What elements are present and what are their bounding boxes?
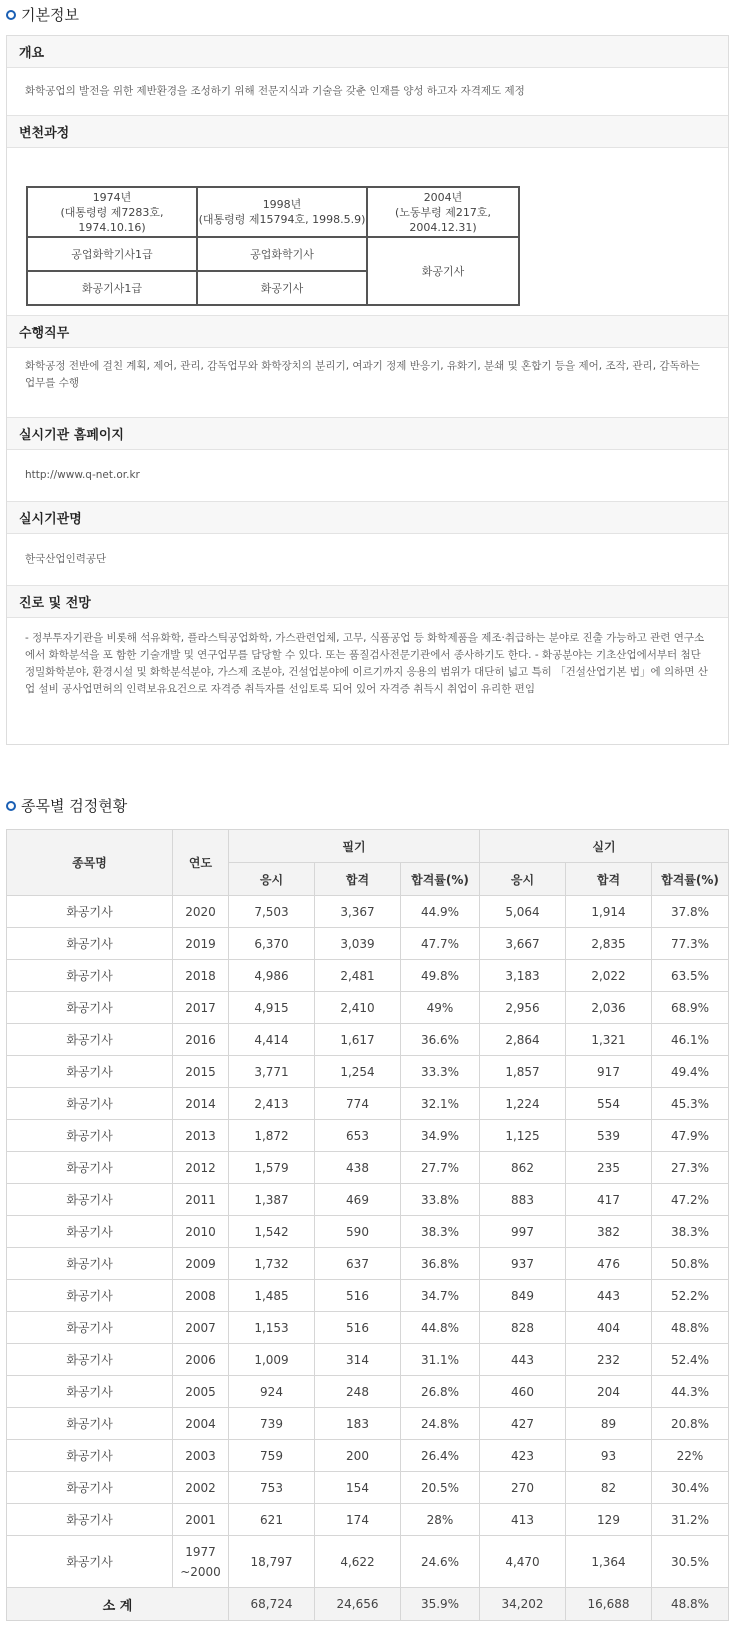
career-text: - 정부투자기관을 비롯해 석유화학, 플라스틱공업화학, 가스관련업체, 고무, 식품공업 등 화학제품을 제조·취급하는 분야로 진출 가능하고 관련 연구소에서 화학분석을 포 함한 기술개발 및 연구업무를 담당할 수 있다. 또는 품질검사전문기관에서 종사하기도 한다. - 화공분야는 기초산업에서부터 첨단 정밀화학분야, 환경시설 및 화학분석분야, 가스제 조분야, 건설업분야에 이르기까지 응용의 범위가 대단히 넓고 특히 「건설산업기본 법」에 의하면 산업 설비 공사업면허의 인력보유요건으로 자격증 취득자를 선임토록 되어 있어 자격증 취득시 취업이 유리한 편임 [25,632,708,695]
col-practical: 실기 [480,830,729,863]
table-cell: 2005 [173,1376,229,1408]
history-year-1998: 1998년 [262,198,302,211]
table-cell: 200 [315,1440,401,1472]
table-cell: 화공기사 [7,960,173,992]
table-cell: 1,224 [480,1088,566,1120]
table-cell: 24.6% [401,1536,480,1588]
table-cell: 997 [480,1216,566,1248]
total-cell: 16,688 [566,1588,652,1621]
overview-header: 개요 [7,36,728,68]
table-cell: 413 [480,1504,566,1536]
table-row [7,1216,729,1248]
table-cell: 2018 [173,960,229,992]
table-cell: 4,915 [229,992,315,1024]
table-cell: 화공기사 [7,1184,173,1216]
table-cell: 18,797 [229,1536,315,1588]
table-cell: 438 [315,1152,401,1184]
table-cell: 2002 [173,1472,229,1504]
table-cell: 154 [315,1472,401,1504]
table-cell: 화공기사 [7,1120,173,1152]
table-cell: 38.3% [401,1216,480,1248]
table-cell: 31.1% [401,1344,480,1376]
table-cell: 924 [229,1376,315,1408]
table-cell: 2,022 [566,960,652,992]
table-cell: 화공기사 [7,1248,173,1280]
total-label: 소 계 [7,1588,229,1621]
table-cell: 917 [566,1056,652,1088]
table-cell: 20.8% [652,1408,729,1440]
table-cell: 48.8% [652,1312,729,1344]
col-name: 종목명 [7,830,173,896]
table-cell: 129 [566,1504,652,1536]
history-law-1974: (대통령령 제7283호, [60,205,164,219]
table-cell: 232 [566,1344,652,1376]
table-row [7,896,729,928]
table-cell: 화공기사 [7,1216,173,1248]
career-header: 진로 및 전망 [7,586,728,618]
history-year-2004: 2004년 [423,190,463,204]
col-written-passed: 합격 [315,863,401,896]
table-cell: 3,183 [480,960,566,992]
table-cell: 1,254 [315,1056,401,1088]
table-cell: 화공기사 [7,1408,173,1440]
history-date-1974: 1974.10.16) [78,220,146,234]
table-row [7,1184,729,1216]
table-cell: 화공기사 [7,1536,173,1588]
table-cell: 774 [315,1088,401,1120]
table-cell: 2019 [173,928,229,960]
table-cell: 33.8% [401,1184,480,1216]
table-cell: 3,367 [315,896,401,928]
history-cell: 화공기사1급 [27,271,197,305]
table-cell: 235 [566,1152,652,1184]
table-cell: 89 [566,1408,652,1440]
table-cell: 1,617 [315,1024,401,1056]
table-cell: 2015 [173,1056,229,1088]
table-cell: 1,542 [229,1216,315,1248]
table-cell: 1,732 [229,1248,315,1280]
table-cell: 2003 [173,1440,229,1472]
table-cell: 2012 [173,1152,229,1184]
history-header: 변천과정 [7,116,728,148]
total-cell: 68,724 [229,1588,315,1621]
history-cell-merged: 화공기사 [367,237,519,305]
agency-text: 한국산업인력공단 [7,534,728,586]
total-cell: 34,202 [480,1588,566,1621]
table-cell: 554 [566,1088,652,1120]
table-cell: 1,364 [566,1536,652,1588]
table-row [7,992,729,1024]
table-cell: 화공기사 [7,1088,173,1120]
table-cell: 50.8% [652,1248,729,1280]
basic-info-heading [6,4,79,25]
table-cell: 1,872 [229,1120,315,1152]
history-law-2004: (노동부령 제217호, [394,205,492,219]
table-row [7,1280,729,1312]
table-cell: 26.8% [401,1376,480,1408]
table-cell: 314 [315,1344,401,1376]
basic-info-title: 기본정보 [21,6,79,24]
table-cell: 2,410 [315,992,401,1024]
table-row [7,1056,729,1088]
table-cell: 1,485 [229,1280,315,1312]
table-cell: 36.6% [401,1024,480,1056]
table-cell: 1,321 [566,1024,652,1056]
table-cell: 174 [315,1504,401,1536]
table-cell: 44.3% [652,1376,729,1408]
table-cell: 937 [480,1248,566,1280]
table-row [7,1248,729,1280]
table-cell: 68.9% [652,992,729,1024]
homepage-link[interactable]: http://www.q-net.or.kr [7,450,728,502]
bullet-icon [6,801,16,811]
col-practical-applied: 응시 [480,863,566,896]
table-cell: 45.3% [652,1088,729,1120]
table-cell: 2,036 [566,992,652,1024]
history-cell: 공업화학기사1급 [27,237,197,271]
duties-header: 수행직무 [7,316,728,348]
table-cell: 2,956 [480,992,566,1024]
history-law-1998: (대통령령 제15794호, 1998.5.9) [198,213,366,226]
table-cell: 382 [566,1216,652,1248]
table-cell: 화공기사 [7,1504,173,1536]
table-cell: 화공기사 [7,1376,173,1408]
table-row [7,1088,729,1120]
table-cell: 476 [566,1248,652,1280]
table-cell: 2014 [173,1088,229,1120]
table-cell: 52.2% [652,1280,729,1312]
table-row [7,928,729,960]
table-cell: 93 [566,1440,652,1472]
homepage-header: 실시기관 홈페이지 [7,418,728,450]
table-cell: 30.5% [652,1536,729,1588]
table-cell: 49.4% [652,1056,729,1088]
table-cell: 33.3% [401,1056,480,1088]
table-cell: 47.9% [652,1120,729,1152]
table-cell: 759 [229,1440,315,1472]
table-cell: 427 [480,1408,566,1440]
table-cell: 248 [315,1376,401,1408]
table-cell: 2009 [173,1248,229,1280]
table-cell: 443 [480,1344,566,1376]
table-cell: 3,771 [229,1056,315,1088]
table-cell: 26.4% [401,1440,480,1472]
table-cell: 63.5% [652,960,729,992]
table-cell: 6,370 [229,928,315,960]
table-cell: 2016 [173,1024,229,1056]
table-cell: 2004 [173,1408,229,1440]
table-row [7,1536,729,1588]
table-cell: 883 [480,1184,566,1216]
table-cell: 270 [480,1472,566,1504]
table-cell: 204 [566,1376,652,1408]
table-cell: 화공기사 [7,896,173,928]
table-row [7,1472,729,1504]
table-cell: 5,064 [480,896,566,928]
table-cell: 22% [652,1440,729,1472]
table-cell: 621 [229,1504,315,1536]
table-row [7,1504,729,1536]
table-cell: 32.1% [401,1088,480,1120]
table-cell: 516 [315,1312,401,1344]
table-cell: 52.4% [652,1344,729,1376]
table-cell: 화공기사 [7,992,173,1024]
table-cell: 2006 [173,1344,229,1376]
table-cell: 1977 ~2000 [173,1536,229,1588]
stats-heading [6,795,127,816]
table-cell: 2,481 [315,960,401,992]
table-cell: 화공기사 [7,928,173,960]
table-cell: 77.3% [652,928,729,960]
table-cell: 2001 [173,1504,229,1536]
table-cell: 47.2% [652,1184,729,1216]
table-cell: 49.8% [401,960,480,992]
table-cell: 47.7% [401,928,480,960]
table-cell: 화공기사 [7,1280,173,1312]
table-cell: 443 [566,1280,652,1312]
table-cell: 590 [315,1216,401,1248]
table-row [7,1312,729,1344]
col-practical-passed: 합격 [566,863,652,896]
table-cell: 3,039 [315,928,401,960]
stats-table [6,829,729,1621]
table-cell: 2010 [173,1216,229,1248]
table-cell: 화공기사 [7,1024,173,1056]
table-cell: 20.5% [401,1472,480,1504]
table-cell: 36.8% [401,1248,480,1280]
table-cell: 1,387 [229,1184,315,1216]
table-cell: 637 [315,1248,401,1280]
table-cell: 46.1% [652,1024,729,1056]
history-cell: 화공기사 [197,271,367,305]
table-cell: 화공기사 [7,1056,173,1088]
col-year: 연도 [173,830,229,896]
table-cell: 화공기사 [7,1152,173,1184]
table-row [7,960,729,992]
table-cell: 1,125 [480,1120,566,1152]
table-cell: 2011 [173,1184,229,1216]
table-row [7,1152,729,1184]
table-cell: 49% [401,992,480,1024]
table-cell: 2,835 [566,928,652,960]
total-cell: 48.8% [652,1588,729,1621]
table-cell: 1,914 [566,896,652,928]
table-cell: 183 [315,1408,401,1440]
table-cell: 539 [566,1120,652,1152]
bullet-icon [6,10,16,20]
col-written: 필기 [229,830,480,863]
col-practical-rate: 합격률(%) [652,863,729,896]
table-cell: 화공기사 [7,1472,173,1504]
history-header-2004 [367,187,519,237]
table-cell: 27.7% [401,1152,480,1184]
table-row [7,1408,729,1440]
table-cell: 7,503 [229,896,315,928]
history-header-1974 [27,187,197,237]
table-cell: 3,667 [480,928,566,960]
table-cell: 460 [480,1376,566,1408]
table-cell: 82 [566,1472,652,1504]
table-cell: 화공기사 [7,1312,173,1344]
table-row [7,1120,729,1152]
table-cell: 2,413 [229,1088,315,1120]
table-cell: 화공기사 [7,1344,173,1376]
table-cell: 34.7% [401,1280,480,1312]
col-written-rate: 합격률(%) [401,863,480,896]
col-written-applied: 응시 [229,863,315,896]
table-row [7,1440,729,1472]
table-cell: 4,986 [229,960,315,992]
overview-text: 화학공업의 발전을 위한 제반환경을 조성하기 위해 전문지식과 기술을 갖춘 인재를 양성 하고자 자격제도 제정 [7,68,728,116]
table-row [7,1344,729,1376]
table-cell: 4,622 [315,1536,401,1588]
total-cell: 24,656 [315,1588,401,1621]
agency-header: 실시기관명 [7,502,728,534]
table-cell: 753 [229,1472,315,1504]
history-year-1974: 1974년 [92,190,132,204]
table-cell: 1,009 [229,1344,315,1376]
table-cell: 2008 [173,1280,229,1312]
basic-info-panel [6,35,729,745]
table-cell: 828 [480,1312,566,1344]
table-cell: 653 [315,1120,401,1152]
table-cell: 417 [566,1184,652,1216]
total-cell: 35.9% [401,1588,480,1621]
table-cell: 24.8% [401,1408,480,1440]
table-cell: 2,864 [480,1024,566,1056]
table-cell: 739 [229,1408,315,1440]
table-cell: 44.8% [401,1312,480,1344]
table-cell: 516 [315,1280,401,1312]
table-cell: 1,153 [229,1312,315,1344]
table-cell: 28% [401,1504,480,1536]
table-cell: 37.8% [652,896,729,928]
table-cell: 4,414 [229,1024,315,1056]
duties-text: 화학공정 전반에 걸친 계획, 제어, 관리, 감독업무와 화학장치의 분리기, 여과기 정제 반응기, 유화기, 분쇄 및 혼합기 등을 제어, 조작, 관리, 감독하는 업무를 수행 [7,348,728,418]
table-cell: 4,470 [480,1536,566,1588]
table-cell: 423 [480,1440,566,1472]
table-cell: 404 [566,1312,652,1344]
table-cell: 2017 [173,992,229,1024]
table-cell: 862 [480,1152,566,1184]
history-table [26,186,520,306]
table-cell: 1,579 [229,1152,315,1184]
table-cell: 44.9% [401,896,480,928]
table-row [7,1024,729,1056]
stats-title: 종목별 검정현황 [21,797,128,815]
table-cell: 2013 [173,1120,229,1152]
table-cell: 2007 [173,1312,229,1344]
table-cell: 849 [480,1280,566,1312]
table-cell: 469 [315,1184,401,1216]
table-row [7,1376,729,1408]
table-cell: 30.4% [652,1472,729,1504]
table-cell: 화공기사 [7,1440,173,1472]
history-date-2004: 2004.12.31) [409,220,477,234]
table-cell: 38.3% [652,1216,729,1248]
table-cell: 2020 [173,896,229,928]
table-cell: 1,857 [480,1056,566,1088]
table-cell: 27.3% [652,1152,729,1184]
history-header-1998 [197,187,367,237]
history-cell: 공업화학기사 [197,237,367,271]
table-cell: 34.9% [401,1120,480,1152]
table-cell: 31.2% [652,1504,729,1536]
